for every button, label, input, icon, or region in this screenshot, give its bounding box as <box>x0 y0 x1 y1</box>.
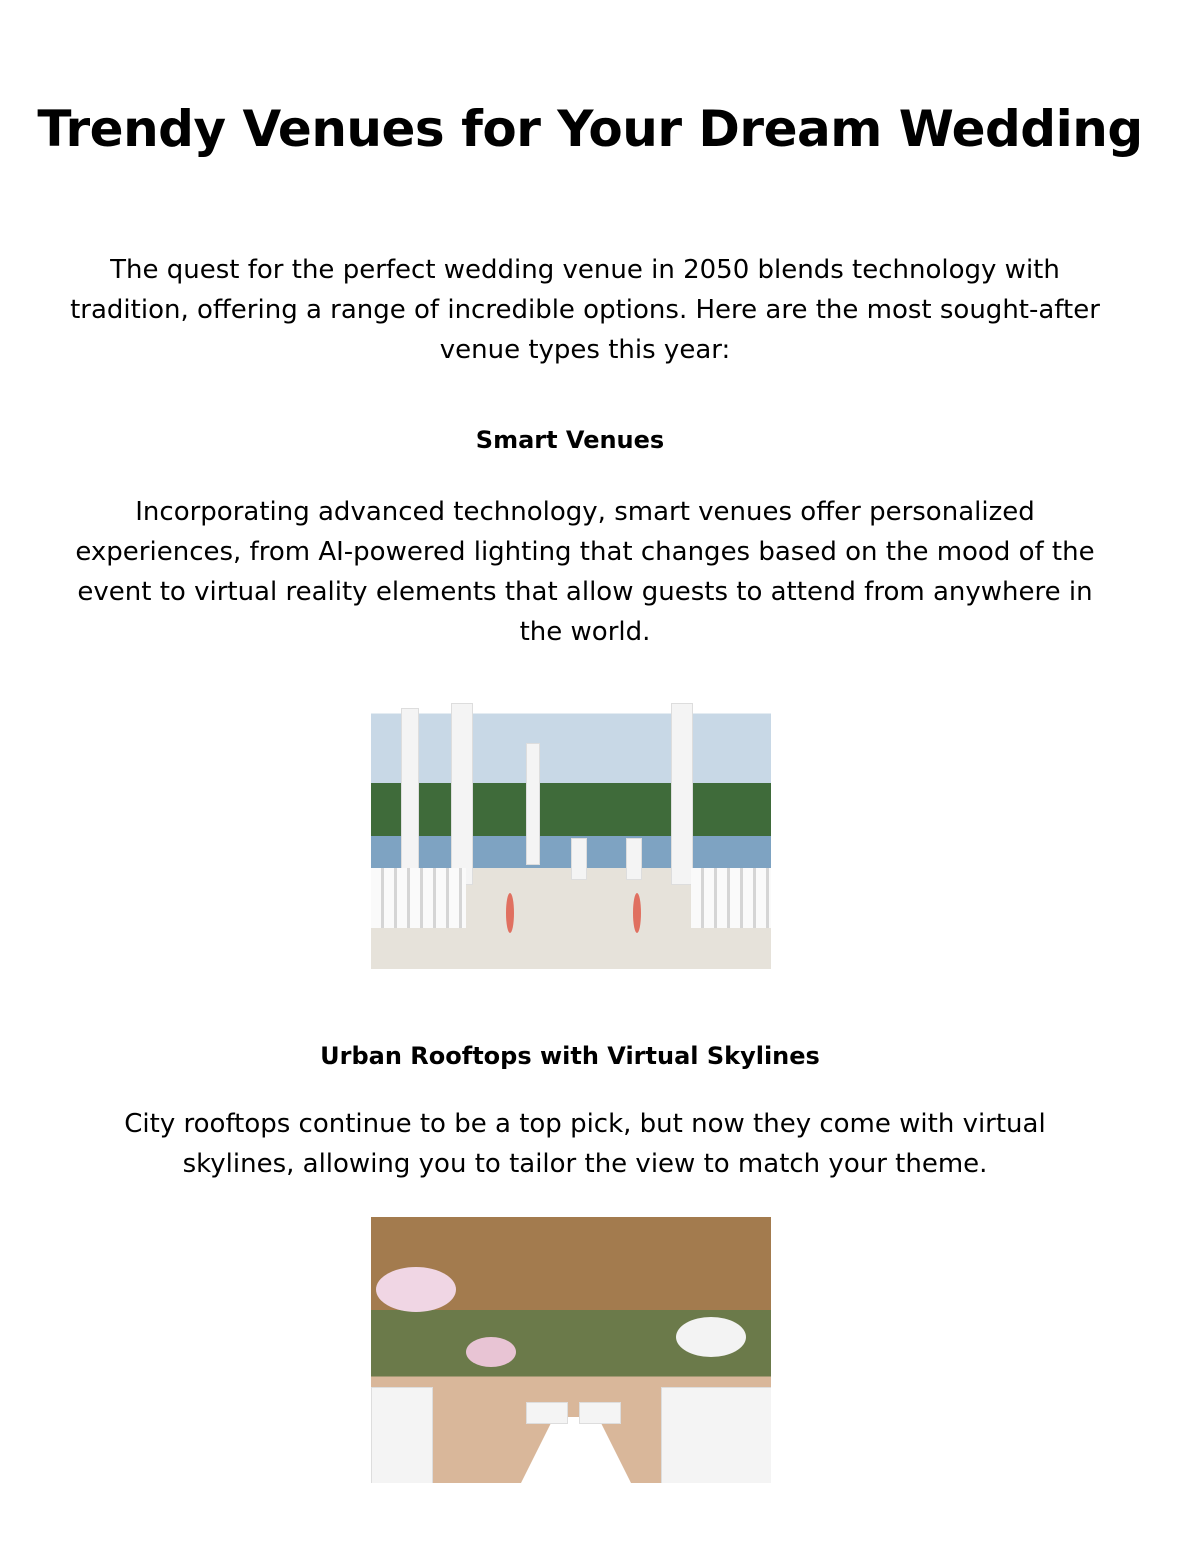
section-heading-urban-rooftops: Urban Rooftops with Virtual Skylines <box>320 1042 820 1070</box>
gazebo-wedding-photo <box>371 703 771 969</box>
section-text-smart-venues: Incorporating advanced technology, smart venues offer personalized experiences, from AI-powered lighting that changes based on the mood of the event to virtual reality elements that allow guests to attend from anywhere in the world. <box>75 497 1095 647</box>
section-text-urban-rooftops: City rooftops continue to be a top pick, but now they come with virtual skylines, allowing you to tailor the view to match your theme. <box>124 1109 1046 1179</box>
section-heading-smart-venues: Smart Venues <box>475 426 665 454</box>
intro-paragraph: The quest for the perfect wedding venue in 2050 blends technology with tradition, offering a range of incredible options. Here are the most sought-after venue types this year: <box>70 255 1100 365</box>
arched-pavilion-wedding-photo <box>371 1217 771 1483</box>
page-title: Trendy Venues for Your Dream Wedding <box>37 100 1143 158</box>
